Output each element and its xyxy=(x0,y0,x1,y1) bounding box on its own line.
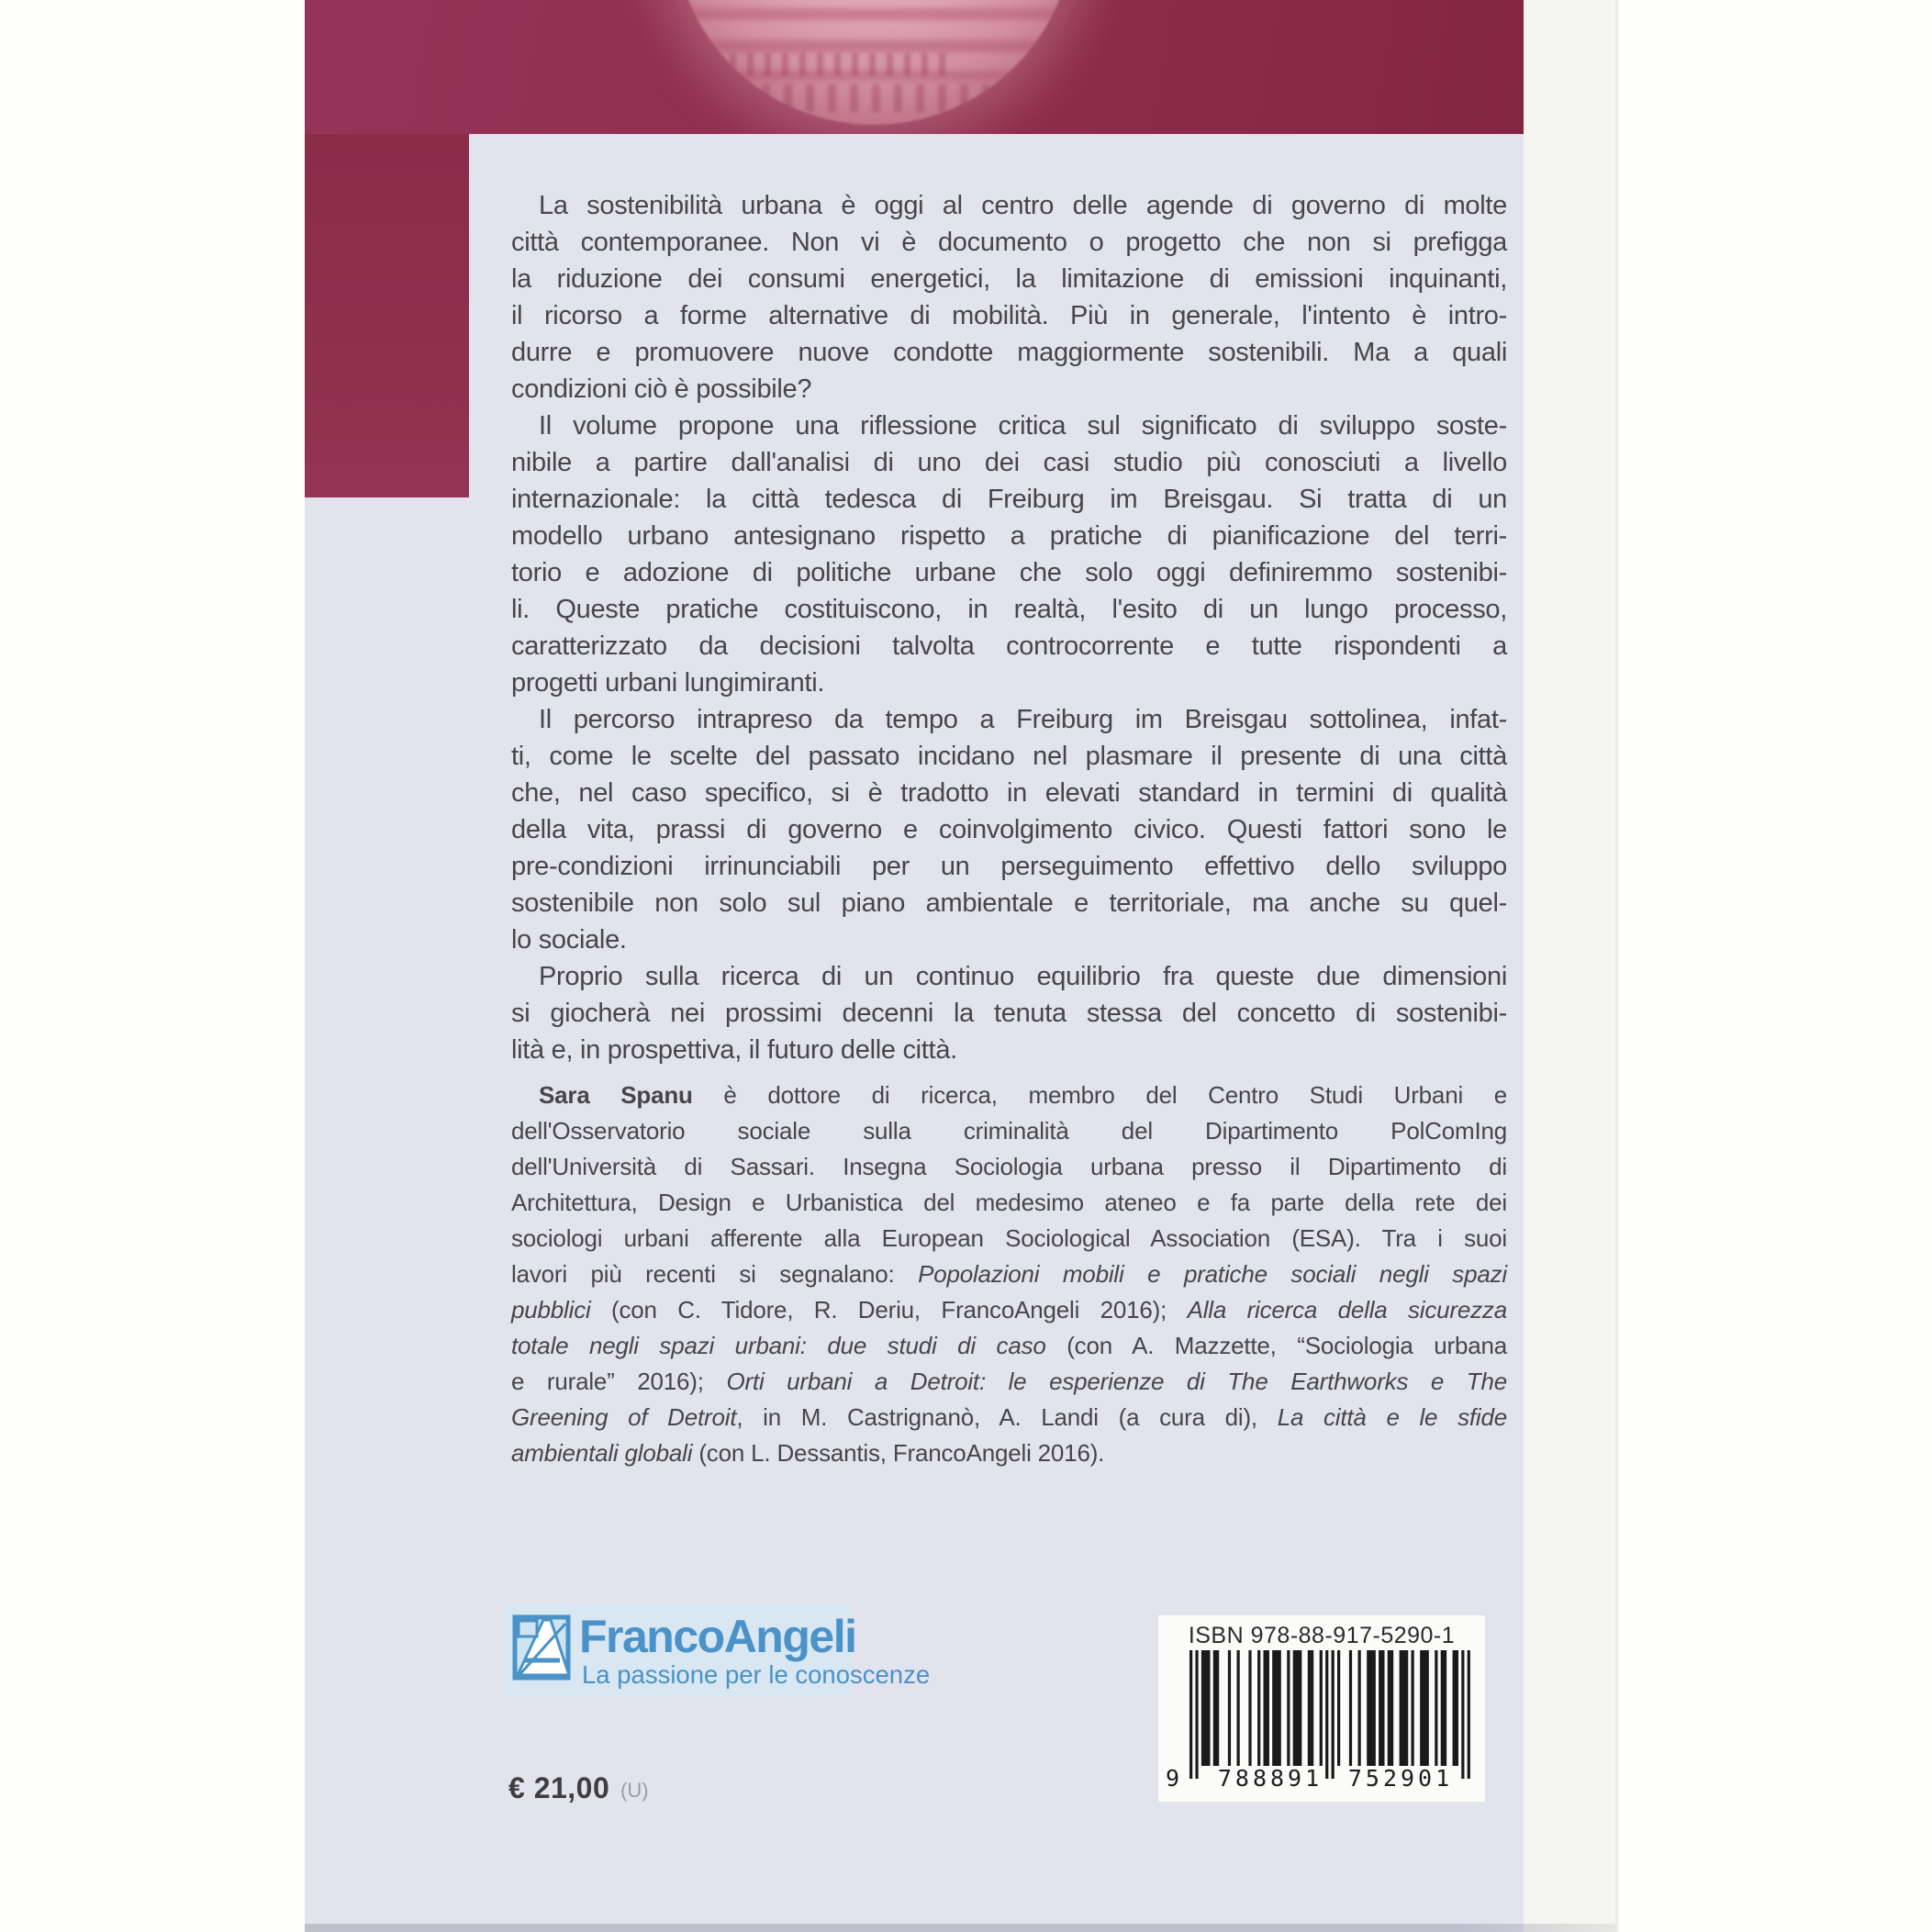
synopsis-line: Il percorso intrapreso da tempo a Freiburg im Breisgau sottolinea, infat- xyxy=(539,705,1507,734)
author-bio-block xyxy=(511,1078,1507,1471)
synopsis-line: torio e adozione di politiche urbane che solo oggi definiremmo sostenibi- xyxy=(511,558,1507,587)
synopsis-line: caratterizzato da decisioni talvolta controcorrente e tutte rispondenti a xyxy=(511,631,1507,661)
barcode-digits-left: 788891 xyxy=(1217,1765,1323,1792)
isbn-label: ISBN 978-88-917-5290-1 xyxy=(1188,1623,1456,1648)
maroon-left-strip xyxy=(305,134,469,497)
coin-inscription-marks xyxy=(730,53,950,75)
book-bottom-edge-shadow xyxy=(305,1924,1615,1932)
bio-line: sociologi urbani afferente alla European Sociological Association (ESA). Tra i suoi xyxy=(511,1224,1507,1252)
bio-line: totale negli spazi urbani: due studi di caso (con A. Mazzette, “Sociologia urbana xyxy=(511,1332,1507,1359)
synopsis-line: li. Queste pratiche costituiscono, in realtà, l'esito di un lungo processo, xyxy=(511,595,1507,624)
bio-line: dell'Università di Sassari. Insegna Sociologia urbana presso il Dipartimento di xyxy=(511,1153,1507,1180)
barcode-digit-lead: 9 xyxy=(1166,1765,1180,1792)
synopsis-line: Proprio sulla ricerca di un continuo equilibrio fra queste due dimensioni xyxy=(539,962,1507,991)
synopsis-line: nibile a partire dall'analisi di uno dei casi studio più conosciuti a livello xyxy=(511,448,1507,477)
synopsis-line: La sostenibilità urbana è oggi al centro delle agende di governo di molte xyxy=(539,191,1507,220)
synopsis-line: pre-condizioni irrinunciabili per un perseguimento effettivo dello sviluppo xyxy=(511,852,1507,881)
francoangeli-logo-icon xyxy=(512,1613,571,1682)
maroon-top-band xyxy=(305,0,1524,134)
synopsis-line: internazionale: la città tedesca di Freiburg im Breisgau. Si tratta di un xyxy=(511,485,1507,514)
publisher-tagline: La passione per le conoscenze xyxy=(582,1660,931,1689)
synopsis-line: lo sociale. xyxy=(511,925,627,955)
synopsis-line: lità e, in prospettiva, il futuro delle città. xyxy=(511,1035,957,1065)
synopsis-line: durre e promuovere nuove condotte maggiormente sostenibili. Ma a quali xyxy=(511,338,1507,367)
synopsis-text-block xyxy=(511,187,1507,1068)
bio-line: lavori più recenti si segnalano: Popolazioni mobili e pratiche sociali negli spazi xyxy=(511,1260,1507,1288)
synopsis-line: città contemporanee. Non vi è documento o progetto che non si prefigga xyxy=(511,228,1507,257)
synopsis-line: che, nel caso specifico, si è tradotto in elevati standard in termini di qualità xyxy=(511,778,1507,808)
barcode-digits-right: 752901 xyxy=(1347,1765,1454,1792)
synopsis-line: Il volume propone una riflessione critica sul significato di sviluppo soste- xyxy=(539,411,1507,441)
synopsis-line: il ricorso a forme alternative di mobilità. Più in generale, l'intento è intro- xyxy=(511,301,1507,330)
bio-line: Greening of Detroit, in M. Castrignanò, A. Landi (a cura di), La città e le sfide xyxy=(511,1403,1507,1431)
synopsis-line: modello urbano antesignano rispetto a pratiche di pianificazione del terri- xyxy=(511,521,1507,551)
cover-right-margin xyxy=(1524,0,1615,1932)
bio-line: ambientali globali (con L. Dessantis, FrancoAngeli 2016). xyxy=(511,1439,1105,1467)
synopsis-line: la riduzione dei consumi energetici, la limitazione di emissioni inquinanti, xyxy=(511,264,1507,294)
price-note: (U) xyxy=(620,1779,649,1802)
synopsis-line: progetti urbani lungimiranti. xyxy=(511,668,825,698)
coin-band-lines xyxy=(674,0,1074,92)
publisher-name: FrancoAngeli xyxy=(579,1611,856,1662)
bio-line: pubblici (con C. Tidore, R. Deriu, FrancoAngeli 2016); Alla ricerca della sicurezza xyxy=(511,1296,1507,1323)
synopsis-line: si giocherà nei prossimi decenni la tenuta stessa del concetto di sostenibi- xyxy=(511,999,1507,1028)
book-page-edge xyxy=(1615,0,1618,1932)
synopsis-line: sostenibile non solo sul piano ambientale e territoriale, ma anche su quel- xyxy=(511,888,1507,918)
price-label: € 21,00 xyxy=(508,1771,610,1804)
bio-line: Sara Spanu è dottore di ricerca, membro del Centro Studi Urbani e xyxy=(539,1081,1507,1109)
synopsis-line: ti, come le scelte del passato incidano nel plasmare il presente di una città xyxy=(511,742,1507,771)
bio-line: e rurale” 2016); Orti urbani a Detroit: le esperienze di The Earthworks e The xyxy=(511,1368,1507,1395)
coin-relief-detail xyxy=(674,0,1074,125)
bio-line: dell'Osservatorio sociale sulla criminalità del Dipartimento PolComIng xyxy=(511,1117,1507,1145)
coin-column-marks xyxy=(762,84,1010,112)
roman-coin-image xyxy=(674,0,1074,125)
bio-line: Architettura, Design e Urbanistica del medesimo ateneo e fa parte della rete dei xyxy=(511,1189,1507,1216)
synopsis-line: condizioni ciò è possibile? xyxy=(511,374,812,404)
synopsis-line: della vita, prassi di governo e coinvolgimento civico. Questi fattori sono le xyxy=(511,815,1507,844)
barcode-box xyxy=(1158,1615,1485,1802)
